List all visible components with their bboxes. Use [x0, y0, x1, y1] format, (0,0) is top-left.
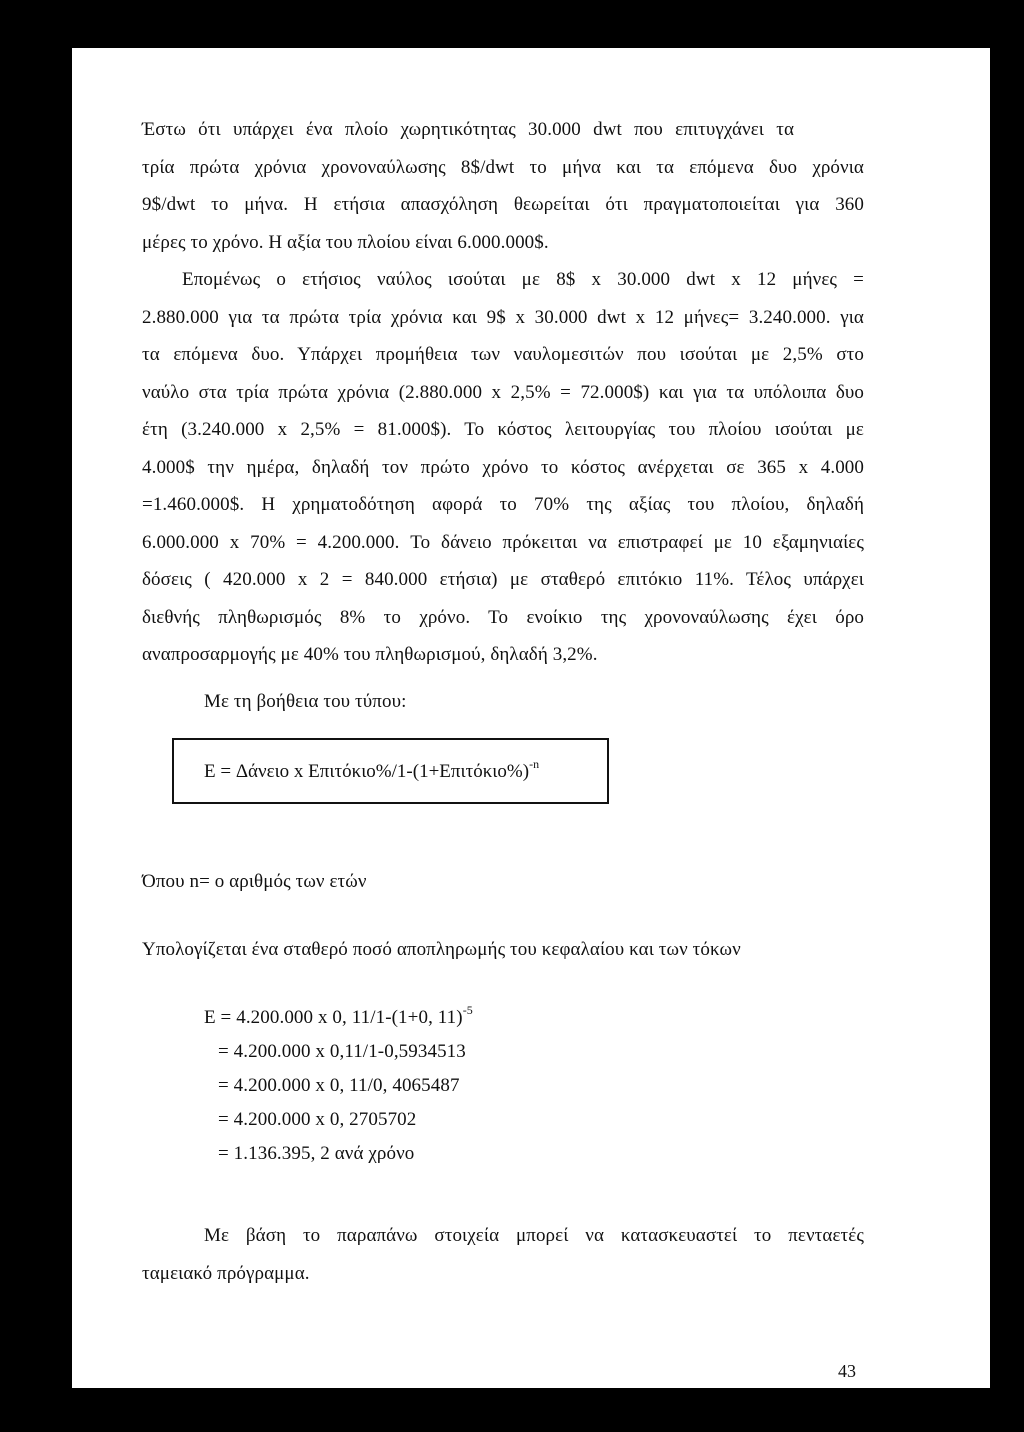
- paragraph-line: 4.000$ την ημέρα, δηλαδή τον πρώτο χρόνο το κόστος ανέρχεται σε 365 x 4.000: [142, 457, 864, 478]
- paragraph-line: Επομένως ο ετήσιος ναύλος ισούται με 8$ x 30.000 dwt x 12 μήνες =: [182, 269, 864, 290]
- paragraph-line: αναπροσαρμογής με 40% του πληθωρισμού, δηλαδή 3,2%.: [142, 644, 598, 665]
- paragraph-line: 2.880.000 για τα πρώτα τρία χρόνια και 9$ x 30.000 dwt x 12 μήνες= 3.240.000. για: [142, 307, 864, 328]
- calc-exponent: -5: [462, 1002, 473, 1017]
- calc-line: = 1.136.395, 2 ανά χρόνο: [218, 1143, 415, 1164]
- paragraph-line: μέρες το χρόνο. Η αξία του πλοίου είναι 6.000.000$.: [142, 232, 549, 253]
- paragraph-line: έτη (3.240.000 x 2,5% = 81.000$). Το κόστος λειτουργίας του πλοίου ισούται με: [142, 419, 864, 440]
- paragraph-line: τρία πρώτα χρόνια χρονοναύλωσης 8$/dwt το μήνα και τα επόμενα δυο χρόνια: [142, 157, 864, 178]
- formula-text: E = Δάνειο x Επιτόκιο%/1-(1+Επιτόκιο%): [204, 761, 530, 782]
- formula-box: [172, 738, 609, 804]
- formula: [204, 756, 540, 784]
- paragraph-line: =1.460.000$. Η χρηματοδότηση αφορά το 70% της αξίας του πλοίου, δηλαδή: [142, 494, 864, 515]
- calc-intro: Υπολογίζεται ένα σταθερό ποσό αποπληρωμής του κεφαλαίου και των τόκων: [142, 939, 741, 960]
- paragraph-line: διεθνής πληθωρισμός 8% το χρόνο. Το ενοίκιο της χρονοναύλωσης έχει όρο: [142, 607, 864, 628]
- calc-line: = 4.200.000 x 0, 2705702: [218, 1109, 417, 1130]
- paragraph-line: τα επόμενα δυο. Υπάρχει προμήθεια των ναυλομεσιτών που ισούται με 2,5% στο: [142, 344, 864, 365]
- page-number: 43: [838, 1361, 856, 1381]
- conclusion-line: ταμειακό πρόγραμμα.: [142, 1263, 310, 1284]
- formula-intro: Με τη βοήθεια του τύπου:: [204, 691, 407, 712]
- formula-exponent: -n: [529, 756, 540, 771]
- conclusion-line: Με βάση το παραπάνω στοιχεία μπορεί να κατασκευαστεί το πενταετές: [204, 1225, 864, 1246]
- calc-line: [204, 1002, 473, 1030]
- paragraph-line: 6.000.000 x 70% = 4.200.000. Το δάνειο πρόκειται να επιστραφεί με 10 εξαμηνιαίες: [142, 532, 864, 553]
- calc-line: = 4.200.000 x 0,11/1-0,5934513: [218, 1041, 466, 1062]
- paragraph-line: 9$/dwt το μήνα. Η ετήσια απασχόληση θεωρείται ότι πραγματοποιείται για 360: [142, 194, 864, 215]
- where-text: Όπου n= ο αριθμός των ετών: [142, 871, 367, 892]
- calc-line: = 4.200.000 x 0, 11/0, 4065487: [218, 1075, 460, 1096]
- calc-line-text: E = 4.200.000 x 0, 11/1-(1+0, 11): [204, 1007, 463, 1028]
- paragraph-line: Έστω ότι υπάρχει ένα πλοίο χωρητικότητας 30.000 dwt που επιτυγχάνει τα: [142, 119, 794, 140]
- paragraph-line: δόσεις ( 420.000 x 2 = 840.000 ετήσια) με σταθερό επιτόκιο 11%. Τέλος υπάρχει: [142, 569, 864, 590]
- document-page: [72, 48, 990, 1388]
- paragraph-line: ναύλο στα τρία πρώτα χρόνια (2.880.000 x 2,5% = 72.000$) και για τα υπόλοιπα δυο: [142, 382, 864, 403]
